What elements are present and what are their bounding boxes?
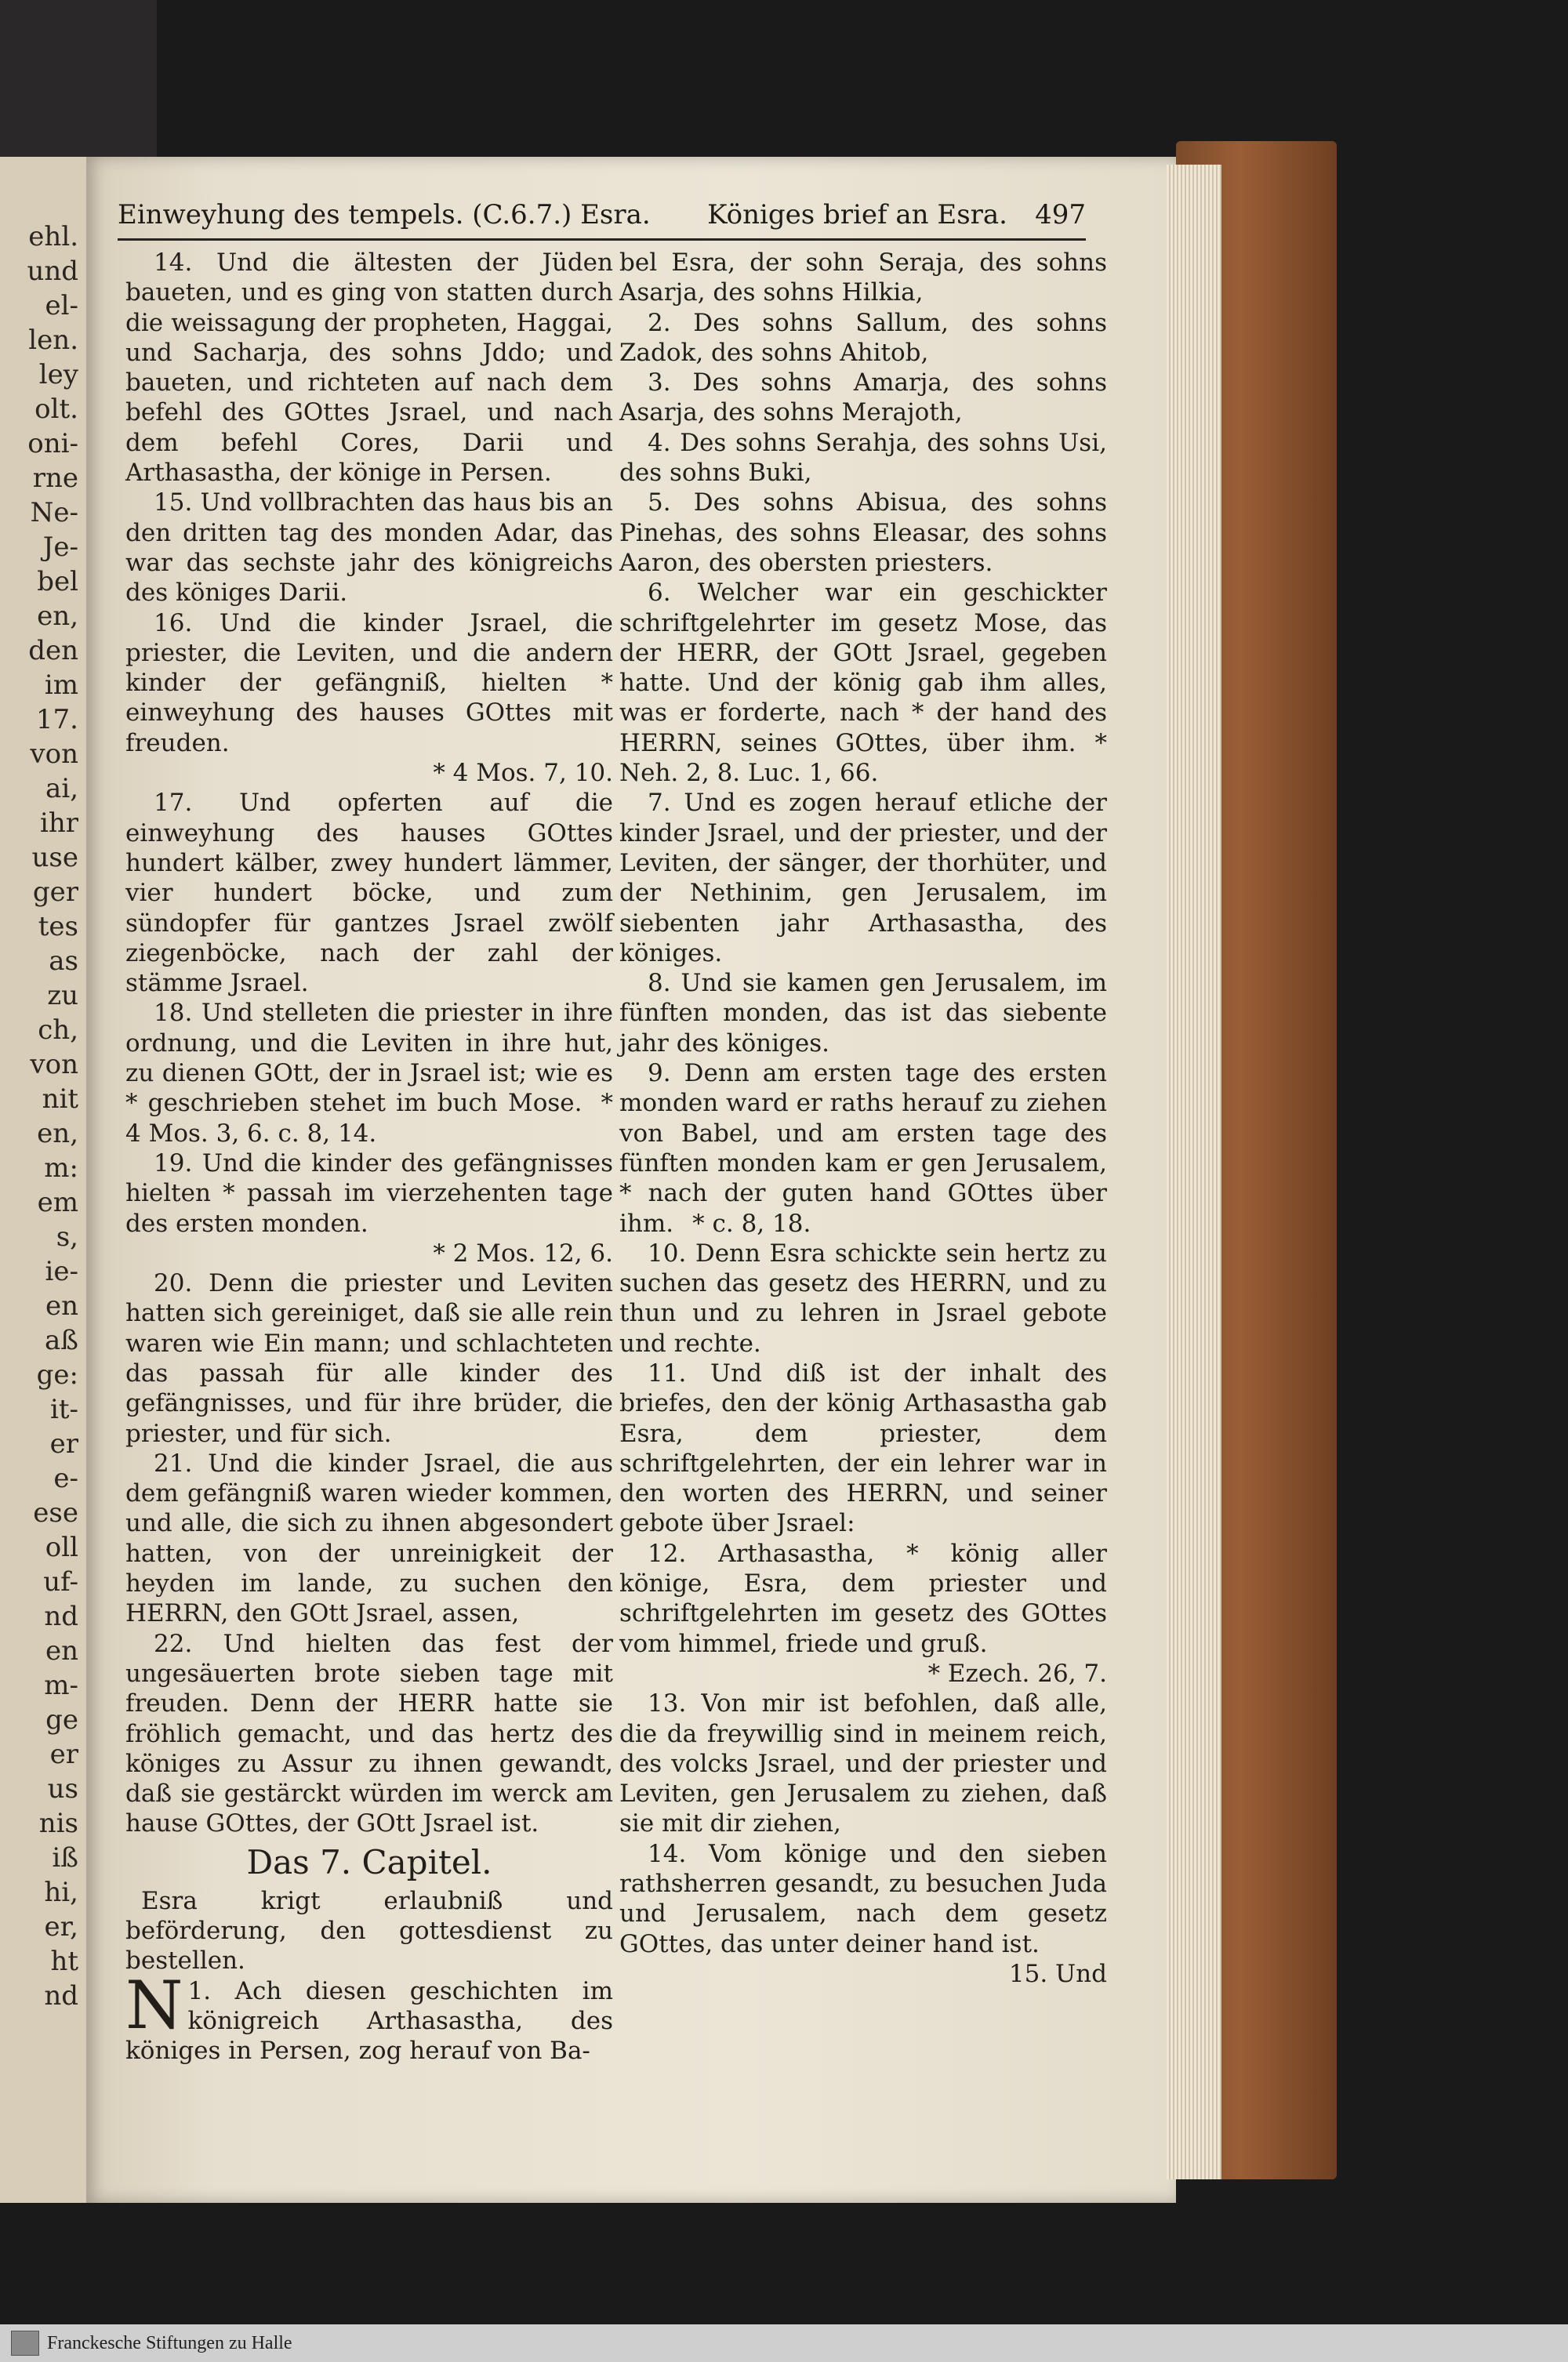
drop-cap: N xyxy=(125,1966,183,2044)
facing-page-fragment: bel xyxy=(37,566,78,597)
cross-reference: * Neh. 2, 8. Luc. 1, 66. xyxy=(619,728,1107,788)
footer-bar xyxy=(0,2324,1568,2362)
cross-reference: * 4 Mos. 7, 10. xyxy=(433,759,613,788)
facing-page-fragment: ie- xyxy=(45,1256,78,1287)
verse-paragraph xyxy=(619,248,1107,308)
verse-text: 11. Und diß ist der inhalt des briefes, den der könig Arthasastha gab Esra, dem priester, dem schriftgelehrten, der ein lehrer war in den worten des HERRN, und seiner gebote über Jsrael: xyxy=(619,1359,1107,1538)
verse-paragraph xyxy=(619,578,1107,788)
facing-page-fragment: en xyxy=(45,1635,78,1667)
facing-page-fragment: olt. xyxy=(34,394,78,425)
verse-text: 7. Und es zogen herauf etliche der kinder Jsrael, und der priester, und der Leviten, der sänger, der thorhüter, und der Nethinim, gen Jerusalem, im siebenten jahr Arthasastha, des königes. xyxy=(619,789,1107,967)
verse-paragraph xyxy=(619,788,1107,968)
facing-page-fragment: iß xyxy=(52,1842,78,1874)
verse-text: 14. Vom könige und den sieben rathsherren gesandt, zu besuchen Juda und Jerusalem, nach dem gesetz GOttes, das unter deiner hand ist. xyxy=(619,1839,1107,1958)
running-head-right: Königes brief an Esra. xyxy=(707,199,1007,230)
verse-1 xyxy=(125,1966,613,2066)
facing-page-fragment: en xyxy=(45,1290,78,1322)
verse-text: 20. Denn die priester und Leviten hatten sich gereiniget, daß sie alle rein waren wie Ein mann; und schlachteten das passah für alle kinder des gefängnisses, und für ihre brüder, die priester, und für sich. xyxy=(125,1269,613,1448)
institution-logo-icon xyxy=(11,2331,39,2356)
facing-page-fragment: den xyxy=(28,635,78,666)
verse-paragraph xyxy=(619,1239,1107,1359)
facing-page-fragment: Je- xyxy=(42,532,78,563)
facing-page-fragment: m- xyxy=(44,1670,78,1701)
chapter-title: Das 7. Capitel. xyxy=(246,1842,492,1881)
verse-paragraph xyxy=(125,1449,613,1629)
facing-page-fragment: ai, xyxy=(45,773,78,804)
verse-text: 15. Und vollbrachten das haus bis an den dritten tag des monden Adar, das war das sechste jahr des königreichs des königes Darii. xyxy=(125,488,613,608)
cross-reference: * 4 Mos. 3, 6. c. 8, 14. xyxy=(125,1089,613,1148)
facing-page-fragment: nd xyxy=(44,1980,78,2012)
facing-page-fragment: oni- xyxy=(27,428,78,459)
facing-page-fragment: e- xyxy=(53,1463,78,1494)
verse-paragraph xyxy=(125,1629,613,1839)
page-number: 497 xyxy=(1035,199,1086,230)
verse-paragraph xyxy=(619,1839,1107,1959)
facing-page-fragment: ley xyxy=(38,359,78,390)
facing-page-fragment: m: xyxy=(44,1152,78,1184)
facing-page-fragment: er xyxy=(49,1739,78,1770)
verse-text: 8. Und sie kamen gen Jerusalem, im fünften monden, das ist das siebente jahr des königes. xyxy=(619,969,1107,1058)
facing-page-fragment: use xyxy=(31,842,78,873)
facing-page-fragment: nit xyxy=(42,1083,78,1115)
facing-page-text-fragments xyxy=(0,165,78,2226)
left-column-verses xyxy=(125,248,613,1839)
facing-page-fragment: it- xyxy=(49,1394,78,1425)
verse-text: 4. Des sohns Serahja, des sohns Usi, des sohns Buki, xyxy=(619,428,1107,488)
page-edges xyxy=(1167,165,1221,2179)
verse-text: 3. Des sohns Amarja, des sohns Asarja, des sohns Merajoth, xyxy=(619,368,1107,427)
verse-text: 6. Welcher war ein geschickter schriftgelehrter im gesetz Mose, das der HERR, der GOtt Jsrael, gegeben hatte. Und der könig gab ihm alles, was er forderte, nach * der hand des HERRN, seines GOttes, über ihm. xyxy=(619,579,1107,757)
verse-text: 19. Und die kinder des gefängnisses hielten * passah im vierzehenten tage des ersten monden. xyxy=(125,1148,613,1238)
catchword: 15. Und xyxy=(1008,1959,1107,1988)
facing-page-fragment: ht xyxy=(50,1946,78,1977)
verse-paragraph xyxy=(619,308,1107,368)
facing-page-fragment: er, xyxy=(44,1911,78,1943)
verse-paragraph xyxy=(619,368,1107,428)
facing-page-fragment: ch, xyxy=(38,1014,78,1046)
facing-page-fragment: er xyxy=(49,1428,78,1460)
facing-page-fragment: Ne- xyxy=(30,497,78,528)
cross-reference: * 2 Mos. 12, 6. xyxy=(433,1239,613,1268)
facing-page-fragment: ehl. xyxy=(28,221,78,252)
facing-page-fragment: im xyxy=(44,669,78,701)
right-column xyxy=(619,248,1107,1989)
facing-page-fragment: en, xyxy=(37,1118,78,1149)
facing-page-fragment: en, xyxy=(37,600,78,632)
verse-text: 12. Arthasastha, * könig aller könige, Esra, dem priester und schriftgelehrten im gesetz des GOttes vom himmel, friede und gruß. xyxy=(619,1539,1107,1658)
facing-page-fragment: ese xyxy=(33,1497,78,1529)
facing-page-fragment: tes xyxy=(38,911,78,942)
verse-paragraph xyxy=(125,788,613,998)
facing-page-fragment: 17. xyxy=(35,704,78,735)
left-column xyxy=(125,248,613,2066)
facing-page-fragment: s, xyxy=(56,1221,78,1253)
facing-page-fragment: von xyxy=(30,1049,78,1080)
facing-page-fragment: ger xyxy=(32,876,78,908)
facing-page-fragment: aß xyxy=(45,1325,78,1356)
facing-page-fragment: uf- xyxy=(43,1566,78,1598)
facing-page-fragment: us xyxy=(47,1773,78,1805)
verse-text: 5. Des sohns Abisua, des sohns Pinehas, des sohns Eleasar, des sohns Aaron, des obersten priesters. xyxy=(619,488,1107,577)
verse-text: 22. Und hielten das fest der ungesäuerten brote sieben tage mit freuden. Denn der HERR hatte sie fröhlich gemacht, und das hertz des königes zu Assur zu ihnen gewandt, daß sie gestärckt würden im werck am hause GOttes, der GOtt Jsrael ist. xyxy=(125,1629,613,1838)
verse-text: 13. Von mir ist befohlen, daß alle, die da freywillig sind in meinem reich, des volcks Jsrael, und der priester und Leviten, gen Jerusalem zu ziehen, daß sie mit dir ziehen, xyxy=(619,1689,1107,1838)
right-column-verses xyxy=(619,248,1107,1959)
cross-reference: * Ezech. 26, 7. xyxy=(927,1659,1107,1688)
chapter-summary: Esra krigt erlaubniß und beförderung, den gottesdienst zu bestellen. xyxy=(125,1886,613,1976)
verse-paragraph xyxy=(619,1058,1107,1239)
facing-page-fragment: von xyxy=(30,738,78,770)
facing-page-fragment: ge: xyxy=(36,1359,78,1391)
verse-paragraph xyxy=(125,248,613,488)
verse-text: 2. Des sohns Sallum, des sohns Zadok, des sohns Ahitob, xyxy=(619,308,1107,367)
verse-text: 16. Und die kinder Jsrael, die priester, die Leviten, und die andern kinder der gefängniß, hielten * einweyhung des hauses GOttes mit freuden. xyxy=(125,608,613,757)
verse-paragraph xyxy=(619,488,1107,578)
verse-text: bel Esra, der sohn Seraja, des sohns Asarja, des sohns Hilkia, xyxy=(619,249,1107,307)
verse-paragraph xyxy=(125,488,613,608)
verse-text: 9. Denn am ersten tage des ersten monden ward er raths herauf zu ziehen von Babel, und am ersten tage des fünften monden kam er gen Jerusalem, * nach der guten hand GOttes über ihm. xyxy=(619,1059,1107,1238)
running-head xyxy=(118,196,1086,241)
verse-text: 17. Und opferten auf die einweyhung des hauses GOttes hundert kälber, zwey hundert lämmer, vier hundert böcke, und zum sündopfer für gantzes Jsrael zwölf ziegenböcke, nach der zahl der stämme Jsrael. xyxy=(125,789,613,998)
verse-1-number: 1. xyxy=(187,1976,212,2005)
facing-page-fragment: rne xyxy=(32,463,78,494)
facing-page-fragment: nd xyxy=(44,1601,78,1632)
facing-page-fragment: zu xyxy=(47,980,78,1011)
verse-paragraph xyxy=(619,968,1107,1058)
verse-paragraph xyxy=(619,1689,1107,1838)
verse-paragraph xyxy=(619,428,1107,488)
facing-page-fragment: hi, xyxy=(44,1877,78,1908)
facing-page-fragment: nis xyxy=(38,1808,78,1839)
verse-paragraph xyxy=(619,1539,1107,1659)
institution-name: Franckesche Stiftungen zu Halle xyxy=(47,2333,292,2353)
verse-text: 14. Und die ältesten der Jüden baueten, und es ging von statten durch die weissagung der propheten, Haggai, und Sacharja, des sohns Jddo; und baueten, und richteten auf nach dem befehl des GOttes Jsrael, und nach dem befehl Cores, Darii und Arthasastha, der könige in Persen. xyxy=(125,249,613,488)
cross-reference: * c. 8, 18. xyxy=(692,1209,811,1238)
verse-text: 21. Und die kinder Jsrael, die aus dem gefängniß waren wieder kommen, und alle, die sich zu ihnen abgesondert hatten, von der unreinigkeit der heyden im lande, zu suchen den HERRN, den GOtt Jsrael, assen, xyxy=(125,1449,613,1628)
facing-page-fragment: len. xyxy=(28,325,78,356)
facing-page-fragment: oll xyxy=(45,1532,78,1563)
verse-paragraph xyxy=(125,608,613,758)
verse-text: 18. Und stelleten die priester in ihre ordnung, und die Leviten in ihre hut, zu dienen GOtt, der in Jsrael ist; wie es * geschrieben stehet im buch Mose. xyxy=(125,999,613,1118)
facing-page-fragment: el- xyxy=(45,290,78,321)
background-shelf xyxy=(0,0,157,180)
verse-paragraph xyxy=(125,1148,613,1239)
facing-page-fragment: as xyxy=(49,945,78,977)
facing-page-fragment: ihr xyxy=(39,807,78,839)
facing-page-fragment: em xyxy=(37,1187,78,1218)
verse-paragraph xyxy=(619,1359,1107,1539)
facing-page-fragment: ge xyxy=(45,1704,78,1736)
verse-paragraph xyxy=(125,1268,613,1449)
verse-paragraph xyxy=(125,998,613,1148)
facing-page-fragment: und xyxy=(27,256,78,287)
verse-text: 10. Denn Esra schickte sein hertz zu suchen das gesetz des HERRN, und zu thun und zu lehren in Jsrael gebote und rechte. xyxy=(619,1239,1107,1358)
running-head-left: Einweyhung des tempels. (C.6.7.) Esra. xyxy=(118,199,651,230)
verse-1-text: Ach diesen geschichten im königreich Arthasastha, des königes in Persen, zog herauf von Ba- xyxy=(125,1976,613,2066)
